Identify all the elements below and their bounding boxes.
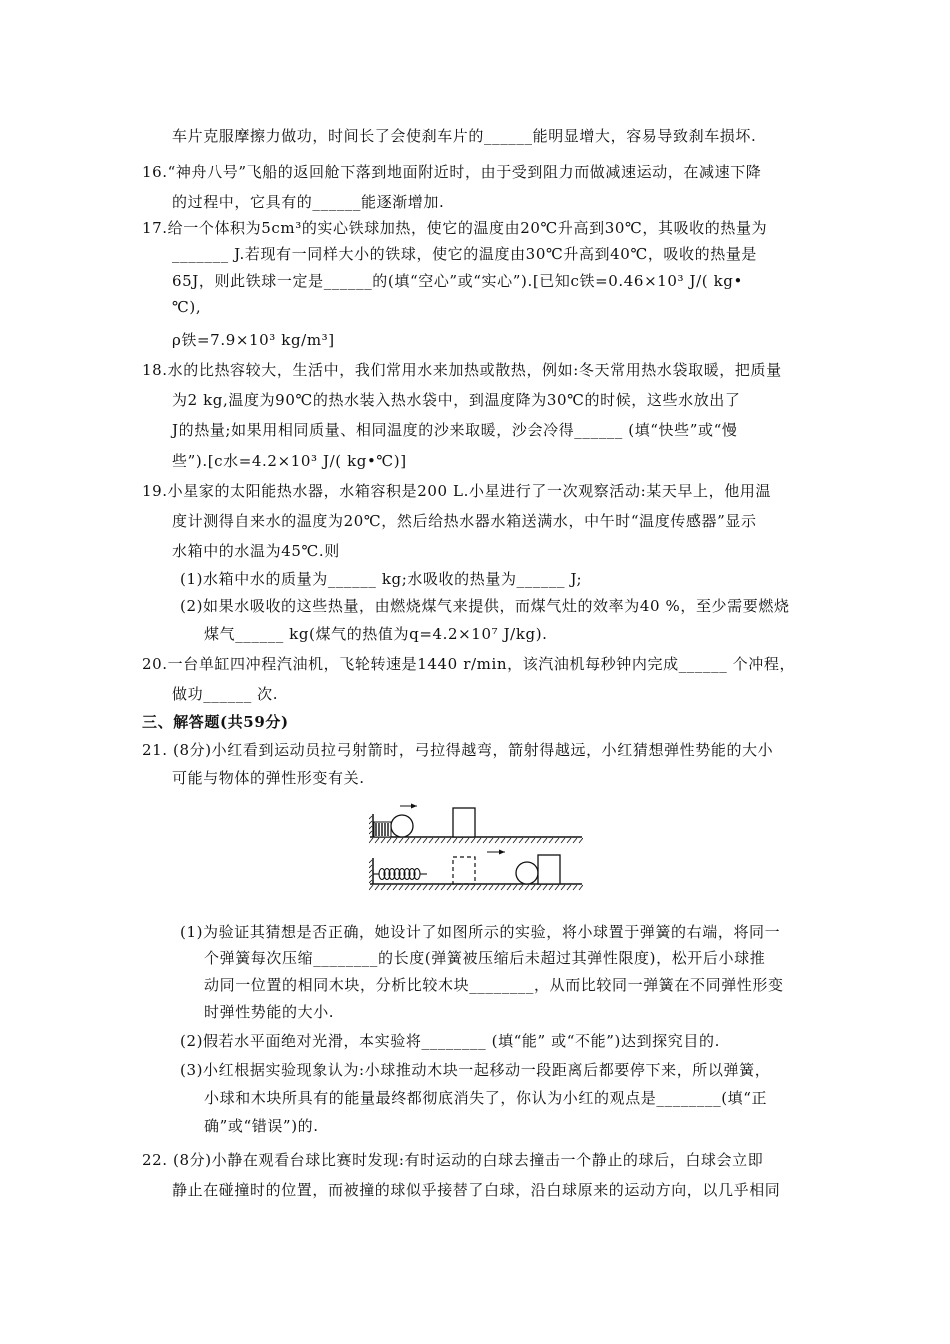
q17-line-4: ℃), — [172, 298, 202, 316]
q21-part-3-line-3: 确”或“错误”)的. — [204, 1117, 319, 1135]
q21-line-1: 21. (8分)小红看到运动员拉弓射箭时，弓拉得越弯，箭射得越远，小红猜想弹性势能的大小 — [142, 741, 774, 759]
ball-icon-2 — [516, 862, 538, 884]
q21-part-1-line-1: (1)为验证其猜想是否正确，她设计了如图所示的实验，将小球置于弹簧的右端，将同一 — [180, 923, 781, 941]
q21-part-3-line-2: 小球和木块所具有的能量最终都彻底消失了，你认为小红的观点是________(填“正 — [204, 1089, 768, 1107]
q17-line-5: ρ铁=7.9×10³ kg/m³] — [172, 331, 335, 349]
q19-part-2-cont: 煤气______ kg(煤气的热值为q=4.2×10⁷ J/kg). — [204, 625, 548, 643]
q21-part-1-line-2: 个弹簧每次压缩________的长度(弹簧被压缩后未超过其弹性限度)，松开后小球推 — [204, 949, 766, 967]
wooden-block-icon-2 — [538, 855, 560, 884]
q21-part-3-line-1: (3)小红根据实验现象认为:小球推动木块一起移动一段距离后都要停下来，所以弹簧， — [180, 1061, 771, 1079]
q19-part-2: (2)如果水吸收的这些热量，由燃烧煤气来提供，而煤气灶的效率为40 %，至少需要燃烧 — [180, 597, 790, 615]
q16-line-2: 的过程中，它具有的______能逐渐增加. — [172, 193, 445, 211]
q20-line-2: 做功______ 次. — [172, 685, 279, 703]
q21-part-1-line-4: 时弹性势能的大小. — [204, 1003, 335, 1021]
initial-block-position-icon — [453, 857, 475, 884]
q19-part-1: (1)水箱中水的质量为______ kg;水吸收的热量为______ J; — [180, 570, 583, 588]
q19-line-3: 水箱中的水温为45℃.则 — [172, 542, 340, 560]
q18-line-4: 些”).[c水=4.2×10³ J/( kg•℃)] — [172, 452, 407, 470]
q17-line-3: 65J，则此铁球一定是______的(填“空心”或“实心”).[已知c铁=0.46×10³ J/( kg• — [172, 272, 743, 290]
q15-continuation: 车片克服摩擦力做功，时间长了会使刹车片的______能明显增大，容易导致刹车损坏. — [172, 127, 757, 145]
q22-line-1: 22. (8分)小静在观看台球比赛时发现:有时运动的白球去撞击一个静止的球后，白球会立即 — [142, 1151, 764, 1169]
q18-line-1: 18.水的比热容较大，生活中，我们常用水来加热或散热，例如:冬天常用热水袋取暖，把质量 — [142, 361, 782, 379]
section-heading: 三、解答题(共59分) — [142, 713, 289, 731]
q19-line-2: 度计测得自来水的温度为20℃，然后给热水器水箱送满水，中午时“温度传感器”显示 — [172, 512, 757, 530]
extended-spring-icon — [373, 869, 427, 880]
q21-part-2: (2)假若水平面绝对光滑，本实验将________ (填“能” 或“不能”)达到探究目的. — [180, 1032, 720, 1050]
q16-line-1: 16.“神舟八号”飞船的返回舱下落到地面附近时，由于受到阻力而做减速运动，在减速下降 — [142, 163, 762, 181]
q17-line-1: 17.给一个体积为5cm³的实心铁球加热，使它的温度由20℃升高到30℃，其吸收的热量为 — [142, 219, 768, 237]
q18-line-3: J的热量;如果用相同质量、相同温度的沙来取暖，沙会冷得______ (填“快些”或“慢 — [172, 421, 738, 439]
q22-line-2: 静止在碰撞时的位置，而被撞的球似乎接替了白球，沿白球原来的运动方向，以几乎相同 — [172, 1181, 781, 1199]
q20-line-1: 20.一台单缸四冲程汽油机，飞轮转速是1440 r/min，该汽油机每秒钟内完成______ 个冲程， — [142, 655, 796, 673]
q21-part-1-line-3: 动同一位置的相同木块，分析比较木块________，从而比较同一弹簧在不同弹性形变 — [204, 976, 784, 994]
q19-line-1: 19.小星家的太阳能热水器，水箱容积是200 L.小星进行了一次观察活动:某天早上，他用温 — [142, 482, 772, 500]
q21-line-2: 可能与物体的弹性形变有关. — [172, 769, 365, 787]
q17-line-2: _______ J.若现有一同样大小的铁球，使它的温度由30℃升高到40℃，吸收的热量是 — [172, 245, 758, 263]
wooden-block-icon — [453, 808, 475, 837]
q18-line-2: 为2 kg,温度为90℃的热水装入热水袋中，到温度降为30℃的时候，这些水放出了 — [172, 391, 741, 409]
spring-experiment-figure — [369, 800, 583, 896]
ball-icon — [391, 815, 413, 837]
